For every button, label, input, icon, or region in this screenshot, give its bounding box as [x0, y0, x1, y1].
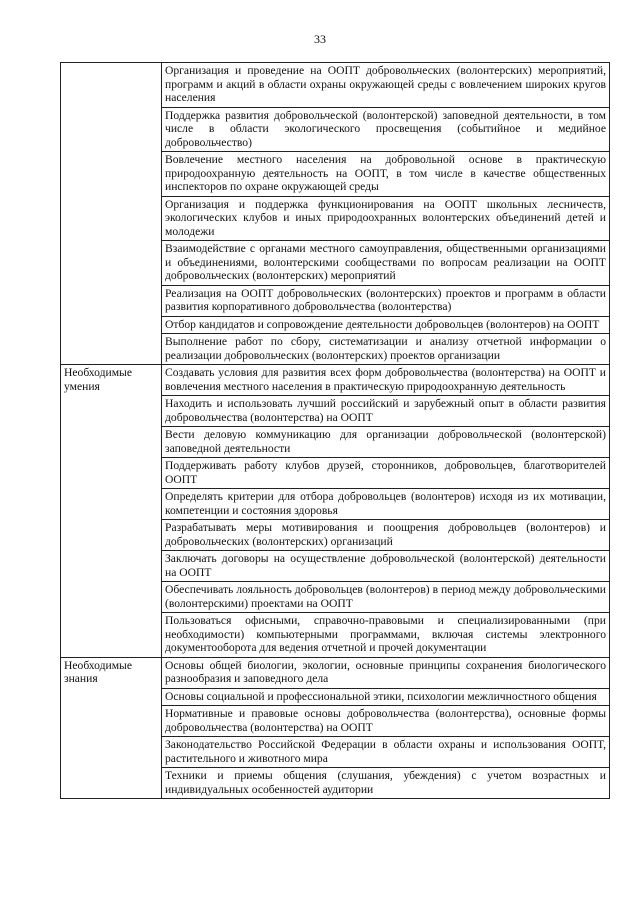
table-cell-item: Обеспечивать лояльность добровольцев (волонтеров) в период между добровольческими (волонтерскими) проектами на ООПТ [162, 582, 610, 613]
table-cell-item: Техники и приемы общения (слушания, убеждения) с учетом возрастных и индивидуальных особенностей аудитории [162, 768, 610, 799]
requirements-table [60, 62, 610, 799]
table-row [61, 657, 610, 688]
table-cell-item: Разрабатывать меры мотивирования и поощрения добровольцев (волонтеров) и добровольческих (волонтерских) организаций [162, 520, 610, 551]
table-cell-item: Пользоваться офисными, справочно-правовыми и специализированными (при необходимости) компьютерными программами, включая системы электронного документооборота для ведения отчетной и прочей документации [162, 613, 610, 658]
table-cell-item: Поддержка развития добровольческой (волонтерской) заповедной деятельности, в том числе в области экологического просвещения (событийное и медийное добровольчество) [162, 107, 610, 152]
table-cell-item: Заключать договоры на осуществление добровольческой (волонтерской) деятельности на ООПТ [162, 551, 610, 582]
table-cell-item: Законодательство Российской Федерации в области охраны и использования ООПТ, растительного и животного мира [162, 737, 610, 768]
table-cell-item: Вести деловую коммуникацию для организации добровольческой (волонтерской) заповедной деятельности [162, 427, 610, 458]
table-cell-item: Взаимодействие с органами местного самоуправления, общественными организациями и объединениями, волонтерскими сообществами по вопросам реализации на ООПТ добровольческих (волонтерских) мероприятий [162, 241, 610, 286]
table-cell-item: Организация и поддержка функционирования на ООПТ школьных лесничеств, экологических клубов и иных природоохранных волонтерских объединений детей и молодежи [162, 196, 610, 241]
table-cell-item: Вовлечение местного населения на добровольной основе в практическую природоохранную деятельность на ООПТ, в том числе в качестве общественных инспекторов по охране окружающей среды [162, 152, 610, 197]
table-cell-item: Выполнение работ по сбору, систематизации и анализу отчетной информации о реализации добровольческих (волонтерских) проектов организации [162, 334, 610, 365]
table-cell-item: Определять критерии для отбора добровольцев (волонтеров) исходя из их мотивации, компетенции и состояния здоровья [162, 489, 610, 520]
table-row [61, 63, 610, 108]
table-row [61, 365, 610, 396]
page-number: 33 [314, 32, 326, 46]
table-cell-item: Создавать условия для развития всех форм добровольчества (волонтерства) на ООПТ и вовлечения местного населения в практическую природоохранную деятельность [162, 365, 610, 396]
table-cell-item: Реализация на ООПТ добровольческих (волонтерских) проектов и программ в области развития корпоративного добровольчества (волонтерства) [162, 285, 610, 316]
table-cell-item: Организация и проведение на ООПТ добровольческих (волонтерских) мероприятий, программ и акций в области охраны окружающей среды с вовлечением широких кругов населения [162, 63, 610, 108]
table-cell-item: Находить и использовать лучший российский и зарубежный опыт в области развития добровольчества (волонтерства) на ООПТ [162, 396, 610, 427]
table-cell-item: Основы общей биологии, экологии, основные принципы сохранения биологического разнообразия и заповедного дела [162, 657, 610, 688]
section-label: Необходимые умения [61, 365, 162, 658]
section-label: Необходимые знания [61, 657, 162, 799]
table-cell-item: Основы социальной и профессиональной этики, психологии межличностного общения [162, 688, 610, 706]
table-cell-item: Нормативные и правовые основы добровольчества (волонтерства), основные формы добровольчества (волонтерства) на ООПТ [162, 706, 610, 737]
table-cell-item: Поддерживать работу клубов друзей, сторонников, добровольцев, благотворителей ООПТ [162, 458, 610, 489]
section-label [61, 63, 162, 365]
table-cell-item: Отбор кандидатов и сопровождение деятельности добровольцев (волонтеров) на ООПТ [162, 316, 610, 334]
